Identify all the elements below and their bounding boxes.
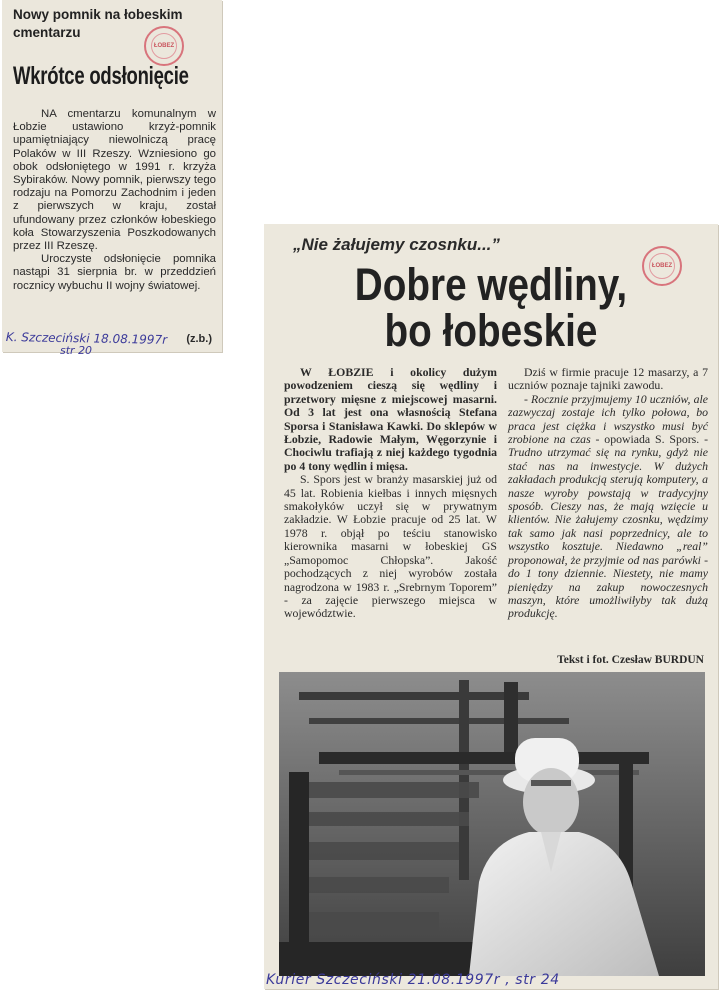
article-paragraph-quote [508, 393, 708, 621]
article-title: Wkrótce odsłonięcie [13, 62, 189, 90]
attribution-text: - opowiada S. Spors. [590, 432, 705, 447]
article-body [13, 108, 216, 293]
handwritten-source-note: Kurier Szczeciński 21.08.1997r , str 24 [266, 972, 560, 988]
article-kicker: „Nie żałujemy czosnku...” [293, 235, 500, 254]
handwritten-source-note: K. Szczeciński 18.08.1997r [5, 330, 168, 347]
article-lead: W ŁOBZIE i okolicy dużym powodzeniem cieszą się wędliny i przetwory mięsne z miejscowej masarni. Od 3 lat jest ona własnością Stefana Sporsa i Stanisława Kawki. Do sklepów w Łobzie, Radowie Małym, Węgorzynie i Chociwlu trafiają z niej każdego tygodnia po 4 tony wędlin i mięsa. [284, 365, 497, 473]
article-paragraph: Uroczyste odsłonięcie pomnika nastąpi 31 sierpnia br. w przeddzień rocznicy wybuchu II wojny światowej. [13, 253, 216, 292]
clipping-sausage-article [264, 224, 718, 989]
photo-butcher-image [279, 672, 705, 976]
article-paragraph: S. Spors jest w branży masarskiej już od 45 lat. Robienia kiełbas i innych mięsnych smakołyków uczył się w prywatnym zakładzie. W Łobzie pracuje od 25 lat. W 1978 r. objął po teściu stanowisko kierownika masarni w łobeskiej GS „Samopomoc Chłopska”. Jakość pochodzących z niej wyrobów została nagrodzona w 1983 r. „Srebrnym Toporem” - za zajęcie pierwszego miejsca w województwie. [284, 472, 497, 621]
quote-text: - Rocznie przyjmujemy 10 uczniów, ale zazwyczaj zostaje ich tylko połowa, bo praca jest ciężka i wszystko musi być zrobione na czas [508, 391, 708, 447]
quote-text: - Trudno utrzymać się na rynku, gdyż nie stać nas na inwestycje. W dużych zakładach produkcją sterują komputery, a nasze wyroby powstają w tradycyjny sposób. Cieszy nas, że mają wzięcie u klientów. Nie żałujemy czosnku, wędzimy tak samo jak nasi poprzednicy, ale to wszystko kosztuje. Niedawno „real” proponował, że przyjmie od nas parówki - do 1 tony dziennie. Niestety, nie mamy pieniędzy na zakup nowoczesnych maszyn, które umożliwiłyby tak dużą produkcję. [508, 432, 708, 621]
clipping-monument-article [2, 0, 222, 357]
article-credit: Tekst i fot. Czesław BURDUN [557, 654, 704, 666]
article-paragraph: NA cmentarzu komunalnym w Łobzie ustawiono krzyż-pomnik upamiętniający niewolniczą pracę Polaków w III Rzeszy. Wzniesiono go obok odsłoniętego w 1991 r. krzyża Sybiraków. Nowy pomnik, pierwszy tego rodzaju na Pomorzu Zachodnim i jeden z pierwszych w kraju, został ufundowany przez członków łobeskiego koła Stowarzyszenia Poszkodowanych przez III Rzeszę. [13, 108, 216, 253]
article-paragraph: Dziś w firmie pracuje 12 masarzy, a 7 uczniów poznaje tajniki zawodu. [508, 365, 708, 393]
stamp-label: ŁOBEZ [153, 42, 175, 49]
headline-line: Dobre wędliny, [354, 259, 628, 310]
article-photo [279, 672, 705, 976]
article-signature: (z.b.) [186, 333, 212, 345]
handwritten-page-note: str 20 [60, 344, 93, 357]
stamp-label: ŁOBEZ [651, 262, 673, 269]
article-column-2 [508, 366, 708, 621]
headline-line: bo łobeskie [384, 305, 598, 356]
article-headline [264, 259, 718, 356]
article-column-1 [284, 366, 497, 621]
article-subtitle: Nowy pomnik na łobeskim cmentarzu [13, 7, 183, 40]
